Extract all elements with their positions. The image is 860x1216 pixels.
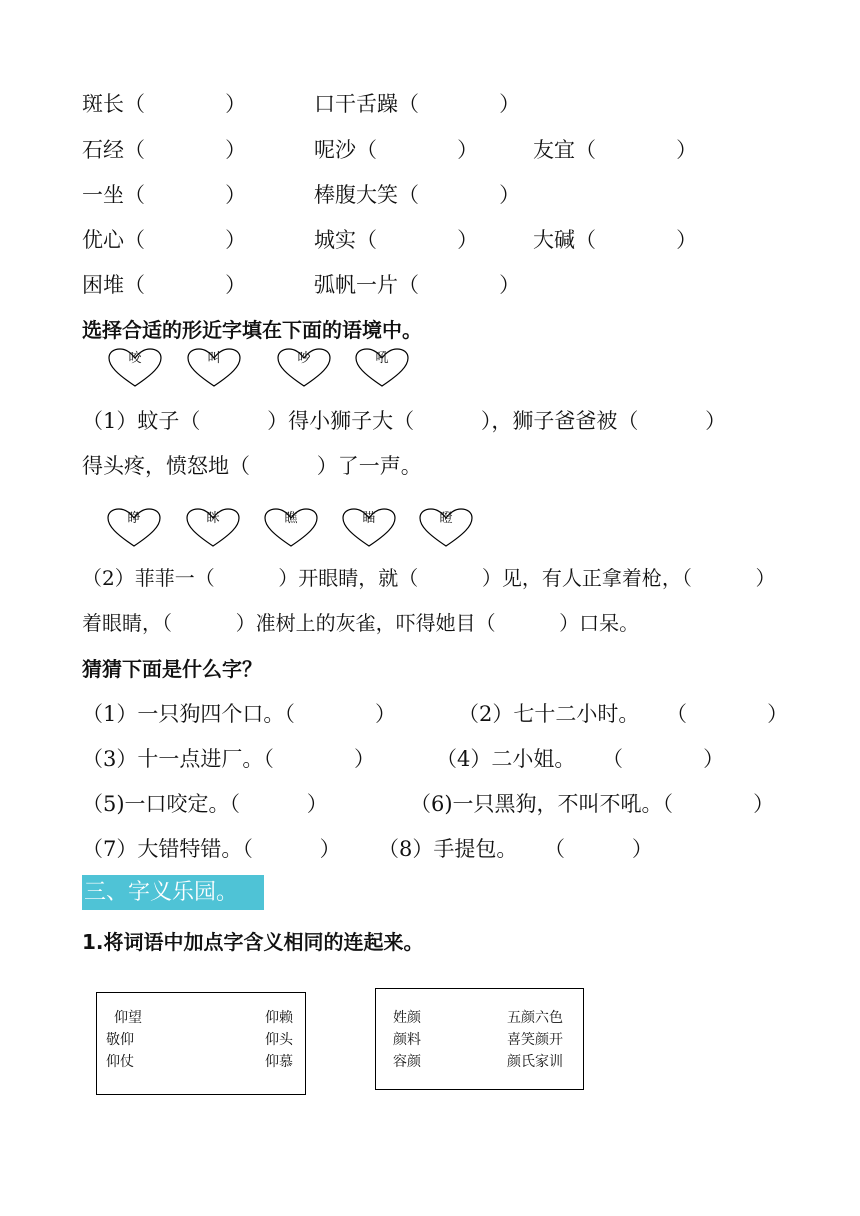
word-item: 优心（ ） bbox=[82, 228, 247, 252]
box-word: 敬仰 bbox=[106, 1032, 134, 1048]
heart-char: 瞧 bbox=[284, 511, 298, 526]
box-word: 姓颜 bbox=[393, 1010, 421, 1026]
word-item: 一坐（ ） bbox=[82, 183, 247, 207]
question-1-line-2: 得头疼，愤怒地（ ）了一声。 bbox=[82, 454, 422, 478]
matching-box-1 bbox=[96, 992, 306, 1095]
word-item: 石经（ ） bbox=[82, 138, 247, 162]
word-item: 弧帆一片（ ） bbox=[314, 273, 521, 297]
heart-char: 眯 bbox=[206, 511, 220, 526]
heart-icon bbox=[276, 348, 332, 388]
riddle-item: （6)一只黑狗，不叫不吼。（ ） bbox=[410, 792, 775, 816]
question-2-line-2: 着眼睛，（ ）准树上的灰雀，吓得她目（ ）口呆。 bbox=[82, 611, 640, 635]
box-word: 仰望 bbox=[114, 1010, 142, 1026]
riddle-item: （8）手提包。 （ ） bbox=[378, 837, 653, 861]
box-word: 五颜六色 bbox=[507, 1010, 563, 1026]
box-word: 仰赖 bbox=[265, 1010, 293, 1026]
heart-icon bbox=[185, 508, 241, 548]
box-word: 颜氏家训 bbox=[507, 1054, 563, 1070]
section-banner: 三、字义乐园。 bbox=[82, 875, 264, 910]
heart-icon bbox=[263, 508, 319, 548]
box-word: 颜料 bbox=[393, 1032, 421, 1048]
word-item: 呢沙（ ） bbox=[314, 138, 479, 162]
riddle-item: （2）七十二小时。 （ ） bbox=[458, 702, 789, 726]
riddle-item: （4）二小姐。 （ ） bbox=[436, 747, 725, 771]
box-word: 仰慕 bbox=[265, 1054, 293, 1070]
word-item: 困堆（ ） bbox=[82, 273, 247, 297]
box-word: 容颜 bbox=[393, 1054, 421, 1070]
heart-char: 吵 bbox=[297, 351, 311, 366]
question-2-line-1: （2）菲菲一（ ）开眼睛，就（ ）见，有人正拿着枪，（ ） bbox=[82, 566, 776, 590]
riddle-item: （1）一只狗四个口。（ ） bbox=[82, 702, 396, 726]
riddle-item: （7）大错特错。（ ） bbox=[82, 837, 341, 861]
word-item: 城实（ ） bbox=[314, 228, 479, 252]
heart-icon bbox=[186, 348, 242, 388]
word-item: 友宜（ ） bbox=[533, 138, 698, 162]
heart-char: 叫 bbox=[207, 351, 221, 366]
question-1-line-1: （1）蚊子（ ）得小狮子大（ ），狮子爸爸被（ ） bbox=[82, 409, 727, 433]
heart-char: 瞪 bbox=[439, 511, 453, 526]
box-word: 喜笑颜开 bbox=[507, 1032, 563, 1048]
heart-icon bbox=[107, 348, 163, 388]
heart-char: 睁 bbox=[127, 511, 141, 526]
task-1-title: 1.将词语中加点字含义相同的连起来。 bbox=[82, 930, 424, 954]
heart-char: 吼 bbox=[375, 351, 389, 366]
word-item: 口干舌躁（ ） bbox=[314, 92, 521, 116]
riddle-item: （3）十一点进厂。（ ） bbox=[82, 747, 375, 771]
word-item: 斑长（ ） bbox=[82, 92, 247, 116]
box-word: 仰头 bbox=[265, 1032, 293, 1048]
section-title-select: 选择合适的形近字填在下面的语境中。 bbox=[82, 318, 422, 342]
heart-icon bbox=[106, 508, 162, 548]
box-word: 仰仗 bbox=[106, 1054, 134, 1070]
heart-icon bbox=[354, 348, 410, 388]
word-item: 棒腹大笑（ ） bbox=[314, 183, 521, 207]
section-title-guess: 猜猜下面是什么字？ bbox=[82, 657, 262, 681]
heart-icon bbox=[418, 508, 474, 548]
riddle-item: （5)一口咬定。（ ） bbox=[82, 792, 328, 816]
matching-box-2 bbox=[375, 988, 584, 1090]
heart-char: 咬 bbox=[128, 351, 142, 366]
heart-char: 瞄 bbox=[362, 511, 376, 526]
word-item: 大碱（ ） bbox=[533, 228, 698, 252]
heart-icon bbox=[341, 508, 397, 548]
